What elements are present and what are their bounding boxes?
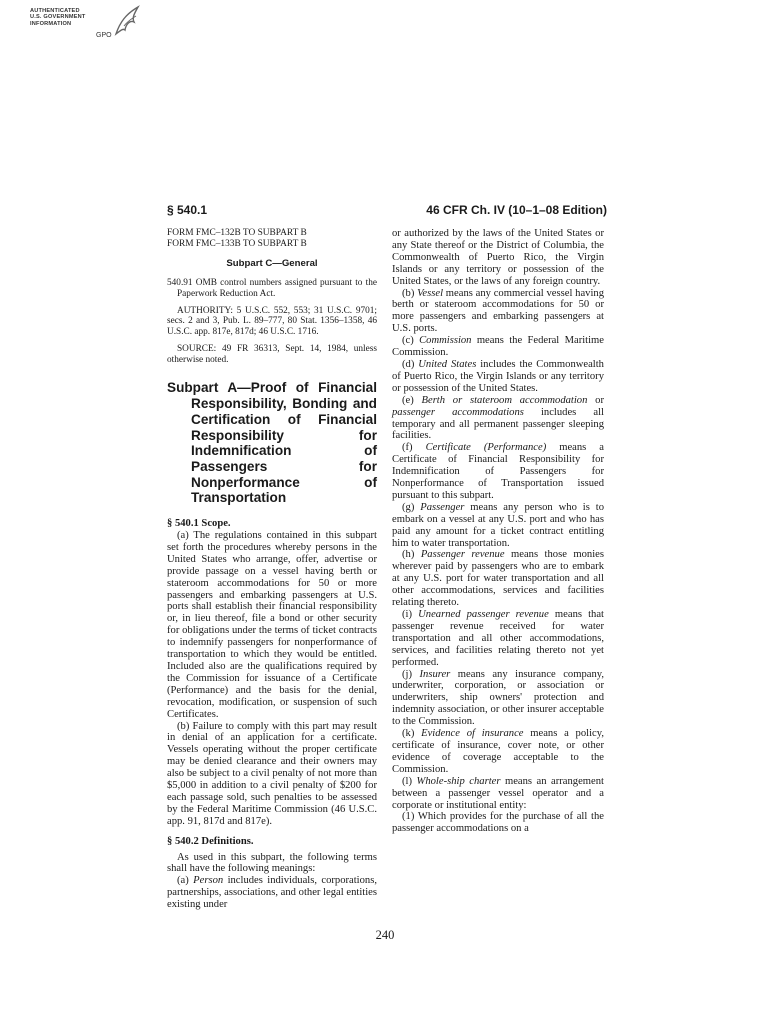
subpart-a-heading: Subpart A—Proof of Financial Responsibility, Bonding and Certification of Financial Responsibility for Indemnification of Passengers for Nonperformance of Transportation bbox=[167, 380, 377, 506]
eagle-icon bbox=[112, 4, 142, 38]
authority-note: AUTHORITY: 5 U.S.C. 552, 553; 31 U.S.C. 9701; secs. 2 and 3, Pub. L. 89–777, 80 Stat. 1356–1358, 46 U.S.C. app. 817e, 817d; 46 U.S.C. 1716. bbox=[167, 305, 377, 338]
definition-berth: (e) Berth or stateroom accommodation or passenger accommodations includes all temporary and all permanent passenger sleeping facilities. bbox=[392, 394, 604, 442]
form-line: FORM FMC–132B TO SUBPART B bbox=[167, 228, 307, 238]
left-column bbox=[167, 228, 377, 911]
subpart-c-heading: Subpart C—General bbox=[226, 258, 318, 269]
definition-insurer: (j) Insurer means any insurance company, underwriter, corporation, or association or underwriters, ship owners' protection and indemnity association, or other insurer acceptable to the Commission. bbox=[392, 668, 604, 728]
page-number: 240 bbox=[375, 928, 395, 942]
definition-whole-ship-charter: (l) Whole-ship charter means an arrangement between a passenger vessel operator and a corporate or institutional entity: bbox=[392, 775, 604, 811]
definition-evidence-of-insurance: (k) Evidence of insurance means a policy, certificate of insurance, cover note, or other evidence of coverage acceptable to the Commission. bbox=[392, 728, 604, 775]
definition-continued: or authorized by the laws of the United States or any State thereof or the District of Columbia, the Commonwealth of Puerto Rico, the Virgin Islands or any territory or possession of the United States, or the laws of any foreign country. bbox=[392, 228, 604, 287]
section-heading-definitions: § 540.2 Definitions. bbox=[167, 835, 254, 847]
definition-charter-item-1: (1) Which provides for the purchase of all the passenger accommodations on a bbox=[392, 811, 604, 835]
definitions-intro: As used in this subpart, the following terms shall have the following meanings: bbox=[167, 851, 377, 875]
running-title: 46 CFR Ch. IV (10–1–08 Edition) bbox=[426, 203, 607, 217]
definition-person: (a) Person includes individuals, corporations, partnerships, associations, and other legal entities existing under bbox=[167, 875, 377, 911]
section-heading-scope: § 540.1 Scope. bbox=[167, 518, 231, 530]
definition-vessel: (b) Vessel means any commercial vessel having berth or stateroom accommodations for 50 or more passengers and embarking passengers at U.S. ports. bbox=[392, 287, 604, 335]
form-line: FORM FMC–133B TO SUBPART B bbox=[167, 239, 307, 249]
seal-text: AUTHENTICATED U.S. GOVERNMENT INFORMATION bbox=[30, 8, 86, 27]
definition-passenger: (g) Passenger means any person who is to embark on a vessel at any U.S. port and who has paid any amount for a ticket contract entitling him to water transportation. bbox=[392, 501, 604, 549]
right-column bbox=[392, 228, 604, 835]
source-note: SOURCE: 49 FR 36313, Sept. 14, 1984, unless otherwise noted. bbox=[167, 343, 377, 365]
definition-united-states: (d) United States includes the Commonwealth of Puerto Rico, the Virgin Islands or any territory or possession of the United States. bbox=[392, 358, 604, 394]
paragraph-a: (a) The regulations contained in this subpart set forth the procedures whereby persons in the United States who arrange, offer, advertise or provide passage on a vessel having berth or stateroom accommodations for 50 or more passengers and embarking passengers at U.S. ports shall establish their financial responsibility or, in lieu thereof, file a bond or other security for obligations under the terms of ticket contracts to indemnify passengers for nonperformance of transportation to which they would be entitled. Included also are the qualifications required by the Commission for issuance of a Certificate (Performance) and the basis for the denial, revocation, modification, or suspension of such Certificates. bbox=[167, 530, 377, 720]
seal-gpo: GPO bbox=[96, 32, 112, 39]
section-header: § 540.1 bbox=[167, 203, 208, 217]
definition-certificate: (f) Certificate (Performance) means a Certificate of Financial Responsibility for Indemnification of Passengers for Nonperformance of Transportation issued pursuant to this subpart. bbox=[392, 442, 604, 501]
omb-entry: 540.91 OMB control numbers assigned pursuant to the Paperwork Reduction Act. bbox=[167, 277, 377, 299]
definition-passenger-revenue: (h) Passenger revenue means those monies wherever paid by passengers who are to embark at any U.S. port for water transportation and all other accommodations, services and facilities relating thereto. bbox=[392, 549, 604, 609]
definition-unearned-revenue: (i) Unearned passenger revenue means that passenger revenue received for water transportation and all other accommodations, services, and facilities relating thereto not yet performed. bbox=[392, 609, 604, 668]
definition-commission: (c) Commission means the Federal Maritime Commission. bbox=[392, 335, 604, 359]
paragraph-b: (b) Failure to comply with this part may result in denial of an application for a certificate. Vessels operating without the proper certificate may be denied clearance and their owners may also be subject to a civil penalty of not more than $5,000 in addition to a civil penalty of $200 for each passage sold, such penalties to be assessed by the Federal Maritime Commission (46 U.S.C. app. 91, 817d and 817e). bbox=[167, 720, 377, 827]
authentication-seal bbox=[30, 4, 150, 48]
